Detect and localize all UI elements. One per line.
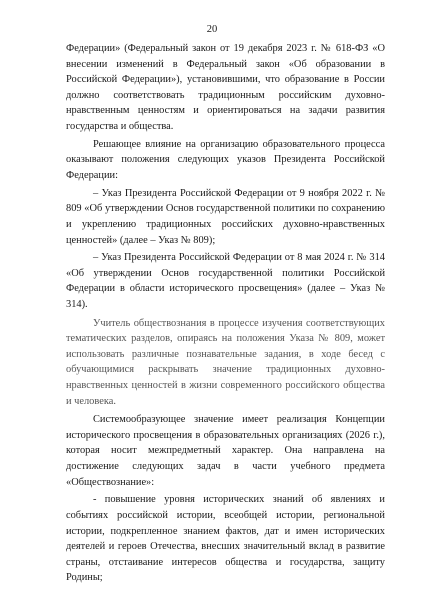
- paragraph-concept: Системообразующее значение имеет реализация Концепции исторического просвещения в образовательных организациях (2026 г.), которая носит межпредметный характер. Она направлена на достижение следующих задач в части учебного предмета «Обществознание»:: [66, 414, 385, 488]
- paragraph-law-reference: Федерации» (Федеральный закон от 19 декабря 2023 г. № 618-ФЗ «О внесении изменений в Федеральный закон «Об образовании в Российской Федерации»), установившими, что образование в России должно соответствовать традиционным российским духовно-нравственным ценностям и ориентироваться на задачи развития государства и общества.: [66, 43, 385, 132]
- document-body: [66, 41, 385, 586]
- list-item-decree-809: – Указ Президента Российской Федерации от 9 ноября 2022 г. № 809 «Об утверждении Основ государственной политики по сохранению и укреплению традиционных российских духовно-нравственных ценностей» (далее – Указ № 809);: [66, 187, 385, 246]
- list-item-decree-314: – Указ Президента Российской Федерации от 8 мая 2024 г. № 314 «Об утверждении Основ государственной политики Российской Федерации в области исторического просвещения» (далее – Указ № 314).: [66, 252, 385, 311]
- paragraph-teacher-tasks: Учитель обществознания в процессе изучения соответствующих тематических разделов, опираясь на положения Указа № 809, может использовать различные познавательные задания, в ходе бесед с обучающимися раскрывать значение традиционных духовно-нравственных ценностей в жизни современного российского общества и человека.: [66, 317, 385, 407]
- page-number: 20: [206, 24, 218, 35]
- paragraph-decrees-intro: Решающее влияние на организацию образовательного процесса оказывают положения следующих указов Президента Российской Федерации:: [66, 138, 385, 181]
- list-item-history-knowledge: - повышение уровня исторических знаний об явлениях и событиях российской истории, всеобщей истории, региональной истории, подкрепленное знанием фактов, дат и имен исторических деятелей и героев Отечества, внесших значительный вклад в развитие страны, отстаивание интересов общества и государства, защиту Родины;: [66, 494, 385, 584]
